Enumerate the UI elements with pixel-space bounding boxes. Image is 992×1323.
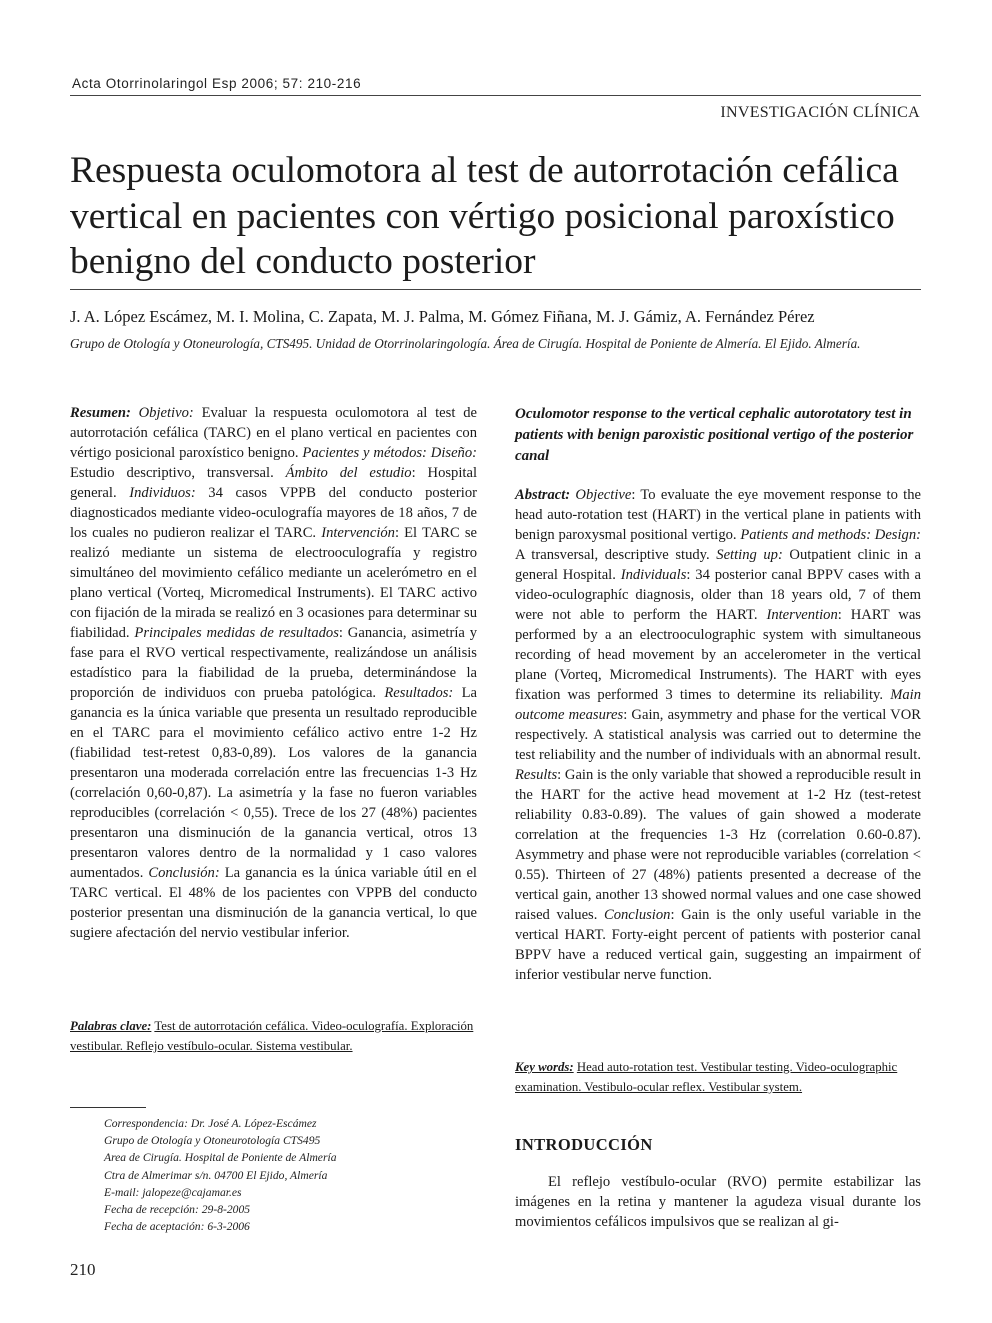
article-title bbox=[70, 148, 930, 285]
medidas-label: Principales medidas de resultados bbox=[134, 625, 339, 641]
patients-text: A transversal, descriptive study. bbox=[515, 547, 710, 563]
intervencion-text: : El TARC se realizó mediante un sistema de electrooculografía y registro simultáneo del movimiento cefálico mediante un acelerómetro en el plano vertical (Vorteq, Micromedical Instruments). El TARC activo con fijación de la mirada se realizó en 3 ocasiones para determinar su fiabilidad. bbox=[70, 525, 477, 641]
individuos-label: Individuos: bbox=[129, 485, 196, 501]
pacientes-text: Estudio descriptivo, transversal. bbox=[70, 465, 274, 481]
journal-citation: Acta Otorrinolaringol Esp 2006; 57: 210-216 bbox=[72, 76, 362, 91]
header-rule bbox=[70, 95, 921, 96]
english-title: Oculomotor response to the vertical cephalic autorotatory test in patients with benign paroxistic positional vertigo of the posterior canal bbox=[515, 406, 914, 464]
footnote-rule bbox=[70, 1107, 146, 1108]
conclusion-en-text: : Gain is the only useful variable in the vertical HART. Forty-eight percent of patients with posterior canal BPPV have a reduced vertical gain, suggesting an impairment of inferior vestibular nerve function. bbox=[515, 907, 921, 983]
ambito-label: Ámbito del estudio bbox=[285, 465, 412, 481]
resultados-label: Resultados: bbox=[384, 685, 454, 701]
outcome-text: : Gain, asymmetry and phase for the vertical VOR respectively. A statistical analysis was carried out to determine the test reliability and the number of individuals with an abnormal result. bbox=[515, 707, 921, 763]
individuals-text: : 34 posterior canal BPPV cases with a video-oculographíc diagnosis, older than 18 years old, 7 of them were not able to perform the HART. bbox=[515, 567, 921, 623]
intro-paragraph: El reflejo vestíbulo-ocular (RVO) permite estabilizar las imágenes en la retina y mantener la agudeza visual durante los movimientos cefálicos impulsivos que se realizan al gi- bbox=[515, 1174, 921, 1230]
correspondence-line: E-mail: jalopeze@cajamar.es bbox=[104, 1185, 242, 1199]
correspondence-block bbox=[104, 1115, 337, 1235]
objective-text: : To evaluate the eye movement response to the head auto-rotation test (HART) in the vertical plane in patients with benign paroxysmal positional vertigo. bbox=[515, 487, 921, 543]
correspondence-line: Grupo de Otología y Otoneurotología CTS495 bbox=[104, 1134, 321, 1148]
correspondence-line: Fecha de recepción: 29-8-2005 bbox=[104, 1203, 251, 1217]
intervention-text: : HART was performed by a an electrooculographic system with simultaneous recording of head movement by an accelerometer in the vertical plane (Vorteq, Micromedical Instruments). The HART with eyes fixation was performed 3 times to determine its reliability. bbox=[515, 607, 921, 703]
key-words-text: Head auto-rotation test. Vestibular testing. Video-oculographic examination. Vestibulo-ocular reflex. Vestibular system. bbox=[515, 1060, 898, 1094]
pacientes-label: Pacientes y métodos: Diseño: bbox=[302, 445, 478, 461]
key-words-label: Key words: bbox=[515, 1060, 574, 1074]
intervention-label: Intervention bbox=[766, 607, 838, 623]
objetivo-text: Evaluar la respuesta oculomotora al test de autorrotación cefálica (TARC) en el plano vertical en pacientes con vértigo posicional paroxístico benigno. bbox=[70, 405, 477, 461]
outcome-label: Main outcome measures bbox=[515, 687, 921, 723]
patients-label: Patients and methods: Design: bbox=[740, 527, 921, 543]
abstract-label: Abstract: bbox=[515, 487, 571, 503]
conclusion-text: La ganancia es la única variable útil en el TARC vertical. El 48% de los pacientes con VPPB del conducto posterior presentan una disminución de la ganancia vertical, lo que sugiere afectación del nervio vestibular inferior. bbox=[70, 865, 477, 941]
conclusion-label: Conclusión: bbox=[148, 865, 220, 881]
page-number: 210 bbox=[70, 1260, 96, 1279]
affiliation: Grupo de Otología y Otoneurología, CTS495. Unidad de Otorrinolaringología. Área de Cirugía. Hospital de Poniente de Almería. El Ejido. Almería. bbox=[70, 336, 861, 351]
correspondence-line: Area de Cirugía. Hospital de Poniente de Almería bbox=[104, 1151, 337, 1165]
objective-label: Objective bbox=[575, 487, 632, 503]
objetivo-label: Objetivo: bbox=[138, 405, 194, 421]
medidas-text: : Ganancia, asimetría y fase para el RVO vertical respectivamente, realizándose un análisis estadístico para la fiabilidad de la prueba, determinándose la proporción de individuos con prueba patológica. bbox=[70, 625, 477, 701]
title-rule bbox=[70, 289, 921, 290]
palabras-clave-label: Palabras clave: bbox=[70, 1019, 152, 1033]
correspondence-line: Fecha de aceptación: 6-3-2006 bbox=[104, 1220, 250, 1234]
intervencion-label: Intervención bbox=[321, 525, 395, 541]
palabras-clave bbox=[70, 1016, 490, 1056]
title-line: benigno del conducto posterior bbox=[70, 241, 536, 282]
setting-text: Outpatient clinic in a general Hospital. bbox=[515, 547, 921, 583]
key-words bbox=[515, 1057, 935, 1097]
individuos-text: 34 casos VPPB del conducto posterior diagnosticados mediante video-oculografía mayores de 18 años, 7 de los cuales no pudieron realizar el TARC. bbox=[70, 485, 477, 541]
author-list: J. A. López Escámez, M. I. Molina, C. Zapata, M. J. Palma, M. Gómez Fiñana, M. J. Gámiz, A. Fernández Pérez bbox=[70, 307, 815, 326]
title-line: Respuesta oculomotora al test de autorrotación cefálica bbox=[70, 150, 899, 191]
abstract-block bbox=[515, 485, 921, 985]
conclusion-en-label: Conclusion bbox=[603, 907, 671, 923]
individuals-label: Individuals bbox=[620, 567, 687, 583]
palabras-clave-text: Test de autorrotación cefálica. Video-oculografía. Exploración vestibular. Reflejo vestíbulo-ocular. Sistema vestibular. bbox=[70, 1019, 474, 1053]
intro-heading: INTRODUCCIÓN bbox=[515, 1135, 653, 1154]
setting-label: Setting up: bbox=[716, 547, 783, 563]
section-label: INVESTIGACIÓN CLÍNICA bbox=[720, 104, 920, 121]
resultados-text: La ganancia es la única variable que presenta un resultado reproducible en el TARC para el movimiento cefálico activo entre 1-2 Hz (fiabilidad test-retest 0,83-0,89). Los valores de la ganancia presentaron una moderada correlación entre las frecuencias 1-3 Hz (correlación 0,60-0,87). La asimetría y la fase no fueron variables reproducibles (correlación < 0,55). Trece de los 27 (48%) pacientes presentaron una disminución de la ganancia vertical, otros 13 presentaron valores dentro de la normalidad y 1 caso valores aumentados. bbox=[70, 685, 477, 881]
resumen-label: Resumen: bbox=[70, 405, 131, 421]
ambito-text: : Hospital general. bbox=[70, 465, 477, 501]
results-label: Results bbox=[515, 767, 558, 783]
title-line: vertical en pacientes con vértigo posicional paroxístico bbox=[70, 195, 895, 237]
correspondence-line: Ctra de Almerimar s/n. 04700 El Ejido, Almería bbox=[104, 1168, 328, 1182]
resumen-block bbox=[70, 403, 477, 943]
correspondence-line: Correspondencia: Dr. José A. López-Escámez bbox=[104, 1117, 317, 1130]
results-text: : Gain is the only variable that showed a reproducible result in the HART for the active head movement at 1-2 Hz (test-retest reliability 0.83-0.89). The values of gain showed a moderate correlation at the frequencies 1-3 Hz (correlation 0.60-0.87). Asymmetry and phase were not reproducible variables (correlation < 0.55). Thirteen of 27 (48%) patients presented a decrease of the vertical gain, another 13 showed normal values and one case showed raised values. bbox=[515, 767, 921, 923]
